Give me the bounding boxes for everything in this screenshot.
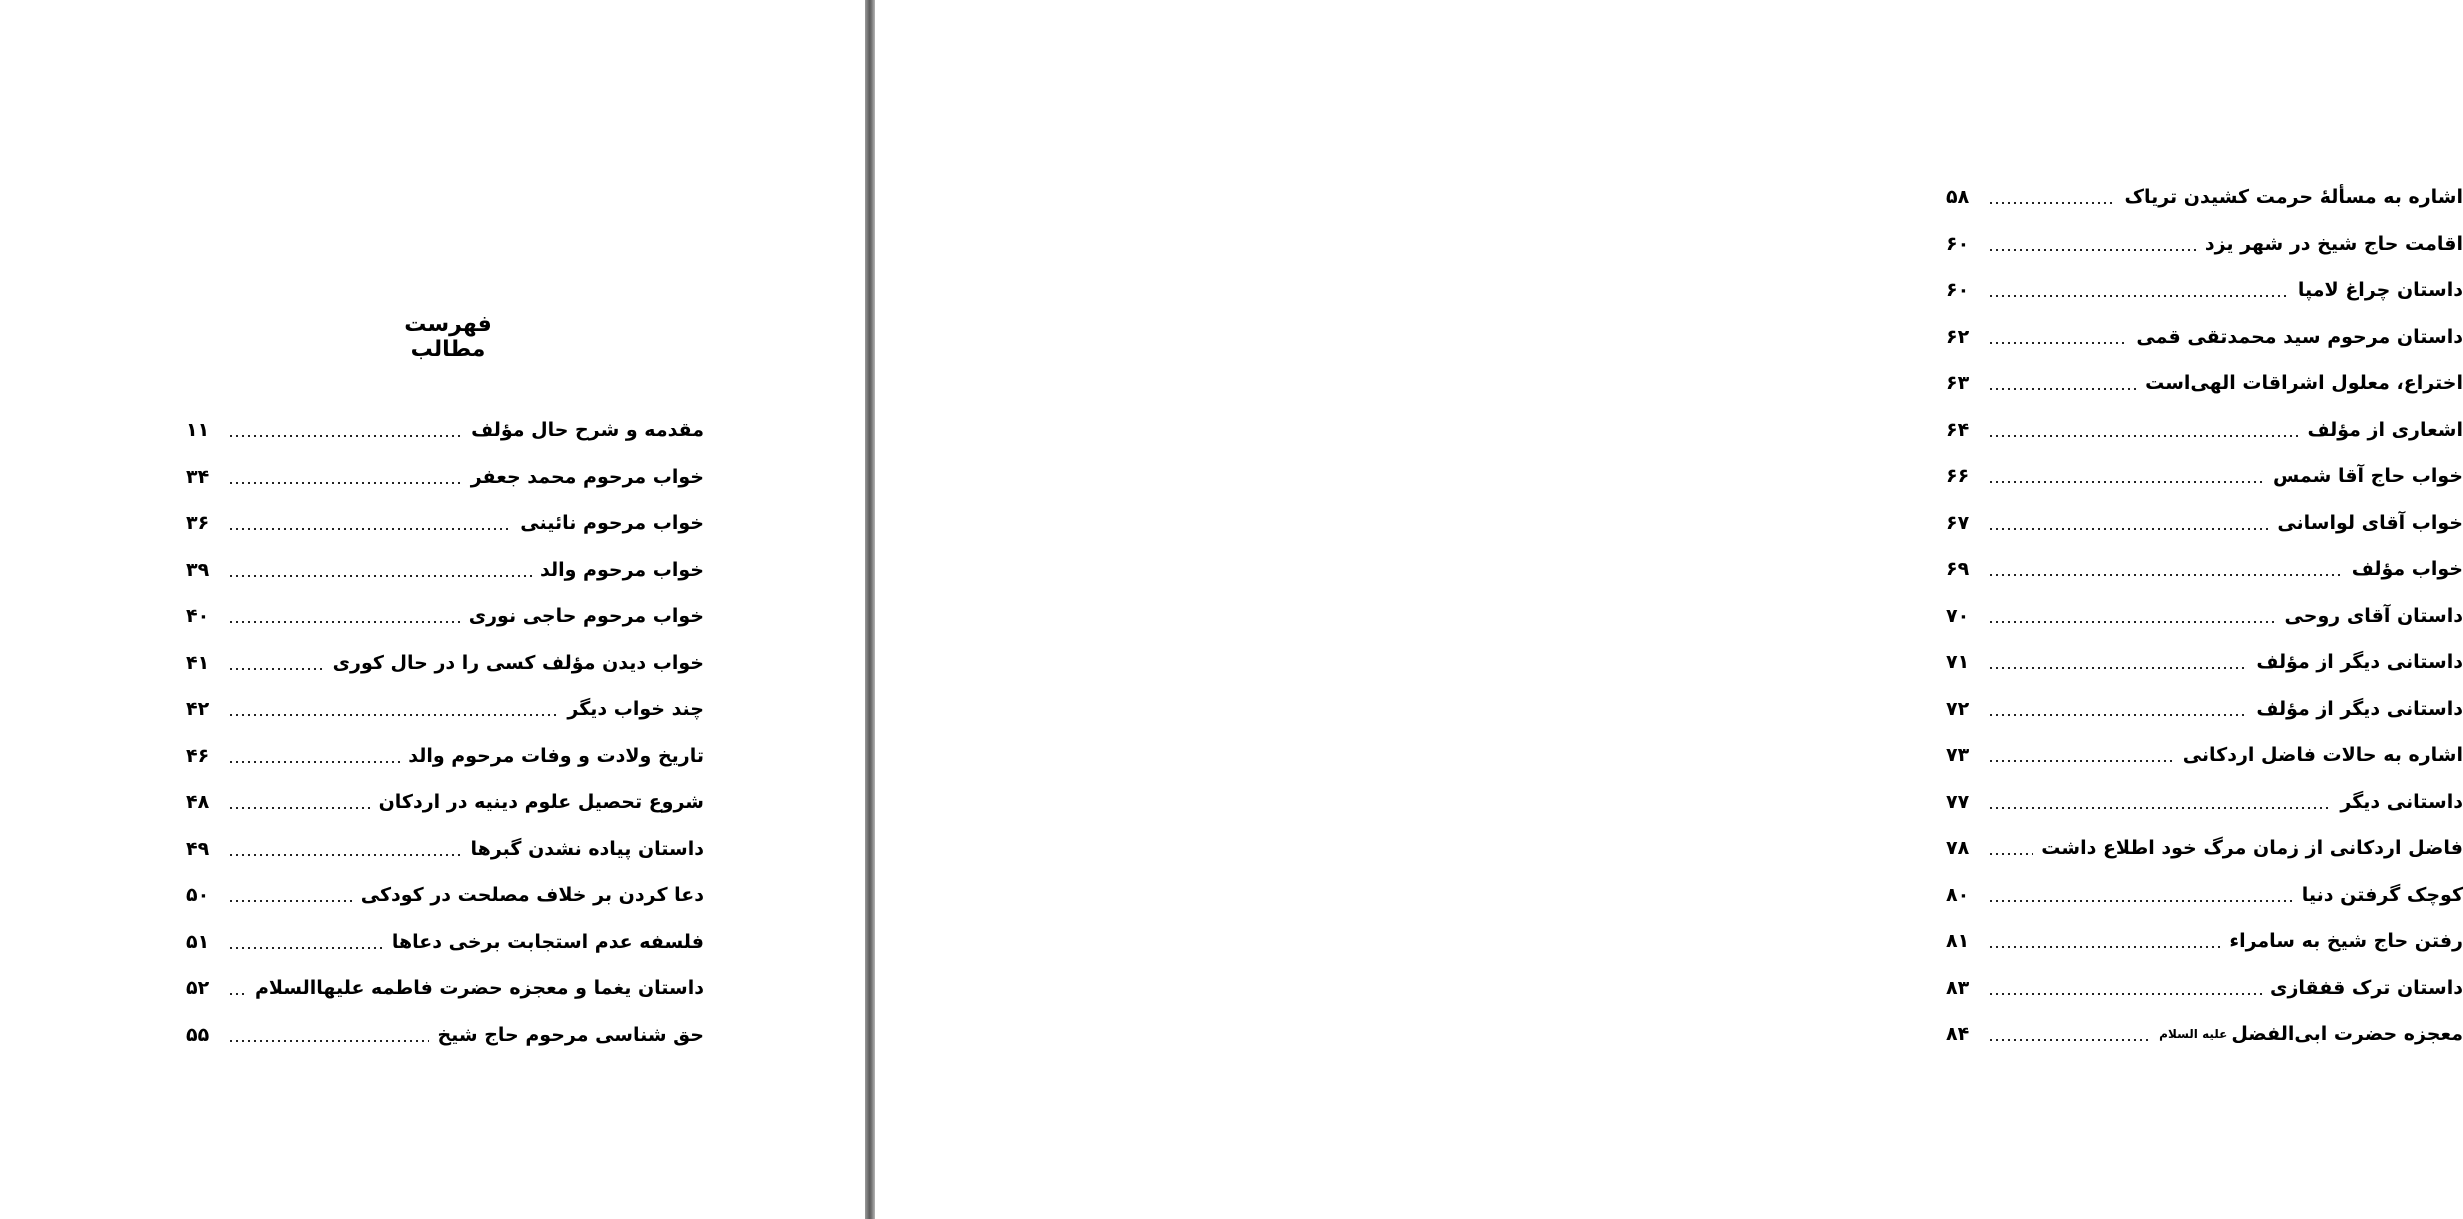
toc-entry-page-number: ۵۱ xyxy=(186,930,210,953)
toc-entry[interactable] xyxy=(186,872,704,919)
dot-leader xyxy=(1988,435,2299,437)
toc-entry-page-number: ۸۳ xyxy=(1946,976,1970,999)
toc-entry-page-number: ۷۱ xyxy=(1946,651,1970,674)
toc-entry-title: مقدمه و شرح حال مؤلف xyxy=(471,419,704,442)
toc-entry-title: خواب مرحوم حاجی نوری xyxy=(468,605,704,628)
dot-leader xyxy=(228,668,325,670)
toc-entry-page-number: ۷۰ xyxy=(1946,604,1970,627)
dot-leader xyxy=(1988,760,2175,762)
dot-leader xyxy=(228,900,353,902)
toc-entry-title: داستان مرحوم سید محمدتقی قمی xyxy=(2136,325,2463,348)
toc-entry[interactable] xyxy=(1946,267,2463,314)
toc-entry-page-number: ۴۲ xyxy=(186,698,210,721)
toc-entry-title: داستان ترک قفقازی xyxy=(2270,976,2463,999)
toc-entry-title: اشعاری از مؤلف xyxy=(2307,418,2463,441)
toc-entry-title: داستان آقای روحی xyxy=(2284,604,2463,627)
right-page xyxy=(875,0,2463,1219)
dot-leader xyxy=(1988,667,2248,669)
toc-entry[interactable] xyxy=(1946,453,2463,500)
dot-leader xyxy=(1988,574,2344,576)
dot-leader xyxy=(1988,946,2221,948)
toc-entry[interactable] xyxy=(186,547,704,594)
toc-entry-page-number: ۶۹ xyxy=(1946,558,1970,581)
toc-entry-title: داستان یغما و معجزه حضرت فاطمه علیهاالسلام xyxy=(254,977,704,1000)
toc-entry-title: اشاره به مسألهٔ حرمت کشیدن تریاک xyxy=(2124,186,2463,209)
toc-entry-title: شروع تحصیل علوم دینیه در اردکان xyxy=(378,791,704,814)
toc-entry-page-number: ۵۲ xyxy=(186,977,210,1000)
toc-entry-title: خواب حاج آقا شمس xyxy=(2273,465,2463,488)
dot-leader xyxy=(1988,528,2269,530)
toc-entry-title: داستانی دیگر از مؤلف xyxy=(2256,651,2463,674)
dot-leader xyxy=(228,761,400,763)
toc-entry[interactable] xyxy=(186,965,704,1012)
toc-entry-title: کوچک گرفتن دنیا xyxy=(2301,883,2463,906)
dot-leader xyxy=(1988,249,2197,251)
toc-entry-title: خواب مرحوم نائینی xyxy=(520,512,704,535)
toc-entry-page-number: ۶۰ xyxy=(1946,232,1970,255)
toc-entry-page-number: ۸۴ xyxy=(1946,1023,1970,1046)
dot-leader xyxy=(228,807,371,809)
toc-entry[interactable] xyxy=(1946,407,2463,454)
toc-entry[interactable] xyxy=(1946,918,2463,965)
toc-entry[interactable] xyxy=(186,454,704,501)
toc-entry-title: خواب دیدن مؤلف کسی را در حال کوری xyxy=(332,651,704,674)
toc-entry[interactable] xyxy=(186,686,704,733)
toc-entry-page-number: ۷۸ xyxy=(1946,837,1970,860)
toc-entry[interactable] xyxy=(1946,825,2463,872)
toc-list-right xyxy=(1946,174,2463,1058)
dot-leader xyxy=(1988,993,2262,995)
dot-leader xyxy=(1988,342,2128,344)
dot-leader xyxy=(228,621,461,623)
toc-entry-title: چند خواب دیگر xyxy=(567,698,704,721)
toc-entry-title: اشاره به حالات فاضل اردکانی xyxy=(2182,744,2463,767)
toc-entry-title: حق شناسی مرحوم حاج شیخ xyxy=(437,1023,704,1046)
dot-leader xyxy=(1988,295,2290,297)
toc-entry-page-number: ۴۰ xyxy=(186,605,210,628)
toc-entry[interactable] xyxy=(186,919,704,966)
toc-entry[interactable] xyxy=(1946,174,2463,221)
left-page xyxy=(0,0,865,1219)
toc-entry-title: خواب آقای لواسانی xyxy=(2277,511,2463,534)
toc-entry-page-number: ۸۱ xyxy=(1946,930,1970,953)
toc-entry-title: داستان پیاده نشدن گبرها xyxy=(470,837,704,860)
dot-leader xyxy=(1988,1039,2151,1041)
toc-entry-page-number: ۴۸ xyxy=(186,791,210,814)
toc-entry[interactable] xyxy=(1946,500,2463,547)
toc-entry[interactable] xyxy=(1946,360,2463,407)
toc-list-left xyxy=(186,407,704,1058)
toc-entry-page-number: ۳۹ xyxy=(186,558,210,581)
dot-leader xyxy=(1988,621,2277,623)
dot-leader xyxy=(228,1040,429,1042)
toc-entry-title: داستان چراغ لامپا xyxy=(2297,279,2463,302)
toc-entry-title: خواب مرحوم والد xyxy=(540,558,704,581)
toc-entry[interactable] xyxy=(186,640,704,687)
toc-entry[interactable] xyxy=(1946,639,2463,686)
toc-entry-page-number: ۶۷ xyxy=(1946,511,1970,534)
dot-leader xyxy=(1988,202,2116,204)
dot-leader xyxy=(228,482,463,484)
dot-leader xyxy=(228,435,463,437)
dot-leader xyxy=(228,528,512,530)
toc-entry[interactable] xyxy=(1946,872,2463,919)
toc-entry-page-number: ۷۷ xyxy=(1946,790,1970,813)
book-spine xyxy=(865,0,875,1219)
toc-entry[interactable] xyxy=(1946,779,2463,826)
toc-entry-title: فاضل اردکانی از زمان مرگ خود اطلاع داشت xyxy=(2041,837,2463,860)
dot-leader xyxy=(228,575,532,577)
toc-entry-page-number: ۶۴ xyxy=(1946,418,1970,441)
toc-entry-title: خواب مرحوم محمد جعفر xyxy=(470,465,704,488)
dot-leader xyxy=(1988,853,2033,855)
toc-entry-page-number: ۳۴ xyxy=(186,465,210,488)
toc-entry-page-number: ۵۰ xyxy=(186,884,210,907)
toc-entry[interactable] xyxy=(1946,314,2463,361)
toc-entry-page-number: ۵۸ xyxy=(1946,186,1970,209)
toc-entry[interactable] xyxy=(186,407,704,454)
toc-entry-title: معجزه حضرت ابی‌الفضل xyxy=(2231,1023,2463,1046)
toc-entry[interactable] xyxy=(1946,965,2463,1012)
toc-title: فهرست مطالب xyxy=(404,312,492,362)
toc-entry[interactable] xyxy=(1946,546,2463,593)
dot-leader xyxy=(228,714,559,716)
toc-entry-title: داستانی دیگر xyxy=(2340,790,2463,813)
toc-entry-title: دعا کردن بر خلاف مصلحت در کودکی xyxy=(360,884,704,907)
toc-entry-title: خواب مؤلف xyxy=(2351,558,2463,581)
toc-entry-page-number: ۶۲ xyxy=(1946,325,1970,348)
toc-entry-title: تاریخ ولادت و وفات مرحوم والد xyxy=(408,744,704,767)
toc-entry-page-number: ۶۰ xyxy=(1946,279,1970,302)
dot-leader xyxy=(228,993,247,995)
toc-entry-page-number: ۵۵ xyxy=(186,1023,210,1046)
dot-leader xyxy=(1988,807,2332,809)
honorific-mark-icon: علیه السلام xyxy=(2159,1027,2228,1042)
toc-entry[interactable] xyxy=(1946,221,2463,268)
toc-entry[interactable] xyxy=(186,1012,704,1059)
toc-entry[interactable] xyxy=(186,779,704,826)
dot-leader xyxy=(1988,481,2265,483)
toc-entry-page-number: ۱۱ xyxy=(186,419,210,442)
toc-entry-page-number: ۳۶ xyxy=(186,512,210,535)
toc-entry[interactable] xyxy=(186,733,704,780)
dot-leader xyxy=(228,854,463,856)
dot-leader xyxy=(228,947,384,949)
toc-entry[interactable] xyxy=(1946,593,2463,640)
toc-entry-title: اقامت حاج شیخ در شهر یزد xyxy=(2204,232,2463,255)
toc-entry[interactable] xyxy=(186,500,704,547)
toc-entry[interactable] xyxy=(1946,1011,2463,1058)
toc-entry-title: رفتن حاج شیخ به سامراء xyxy=(2229,930,2463,953)
toc-entry-page-number: ۴۶ xyxy=(186,744,210,767)
toc-entry-page-number: ۴۹ xyxy=(186,837,210,860)
toc-entry-page-number: ۶۳ xyxy=(1946,372,1970,395)
toc-entry[interactable] xyxy=(1946,686,2463,733)
toc-entry-title: فلسفه عدم استجابت برخی دعاها xyxy=(391,930,704,953)
toc-entry-page-number: ۴۱ xyxy=(186,651,210,674)
toc-entry-title: اختراع، معلول اشراقات الهی‌است xyxy=(2145,372,2463,395)
toc-entry[interactable] xyxy=(186,826,704,873)
toc-entry-page-number: ۸۰ xyxy=(1946,883,1970,906)
toc-entry-page-number: ۷۲ xyxy=(1946,697,1970,720)
dot-leader xyxy=(1988,388,2137,390)
dot-leader xyxy=(1988,900,2294,902)
toc-entry[interactable] xyxy=(1946,732,2463,779)
dot-leader xyxy=(1988,714,2248,716)
toc-entry[interactable] xyxy=(186,593,704,640)
toc-entry-title: داستانی دیگر از مؤلف xyxy=(2256,697,2463,720)
toc-entry-page-number: ۶۶ xyxy=(1946,465,1970,488)
toc-entry-page-number: ۷۳ xyxy=(1946,744,1970,767)
